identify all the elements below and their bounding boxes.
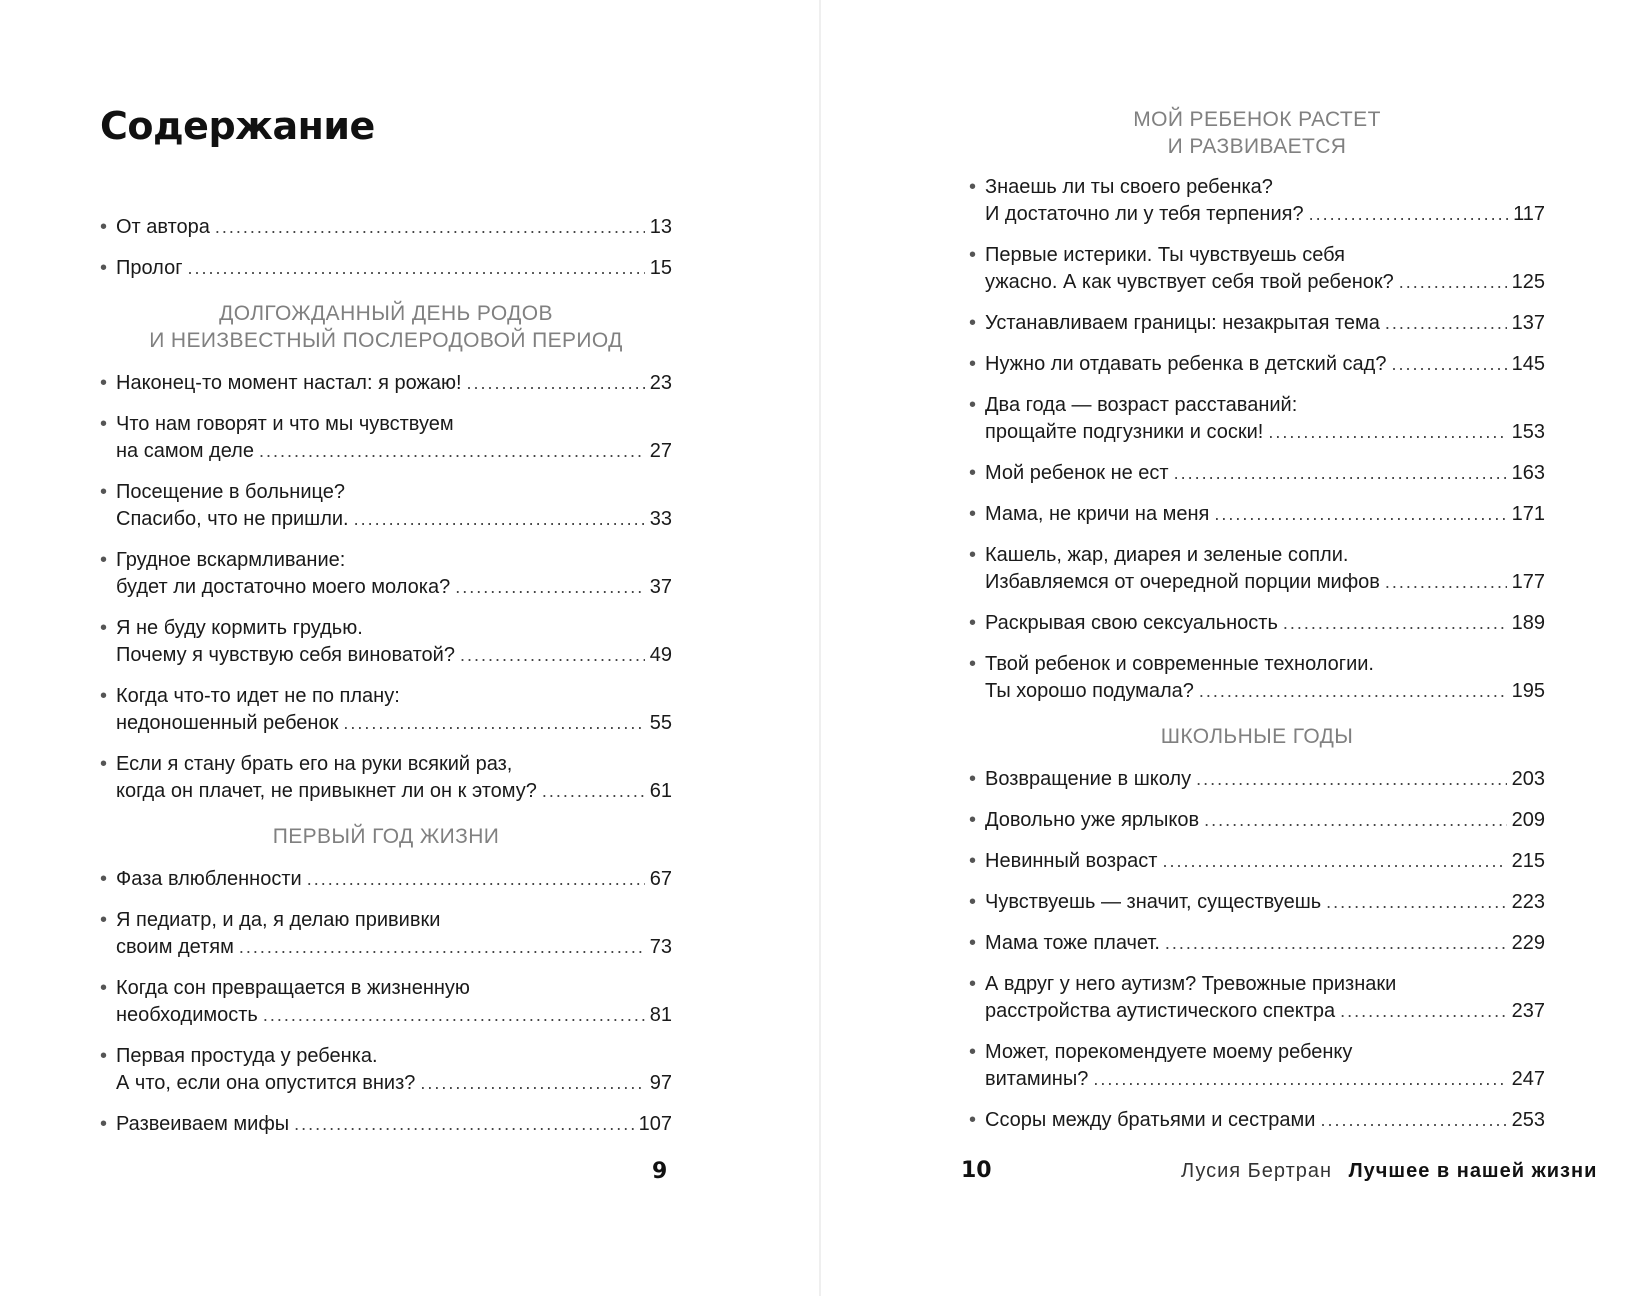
toc-entry-last-line bbox=[116, 214, 672, 241]
dot-leader bbox=[1268, 419, 1506, 446]
toc-entry-last-line bbox=[985, 610, 1545, 637]
toc-entry-text: ужасно. А как чувствует себя твой ребенок? bbox=[985, 271, 1394, 293]
toc-entry-text: • Мой ребенок не ест bbox=[985, 462, 1169, 484]
toc-entry-text: недоношенный ребенок bbox=[116, 712, 339, 734]
toc-entry-line: • Когда сон превращается в жизненную bbox=[116, 977, 470, 999]
toc-entry-text: • Возвращение в школу bbox=[985, 768, 1192, 790]
toc-entry bbox=[969, 501, 1545, 528]
toc-page-number: 215 bbox=[1511, 850, 1545, 872]
dot-leader bbox=[1283, 610, 1507, 637]
toc-entry-text: Ты хорошо подумала? bbox=[985, 680, 1194, 702]
section-entries bbox=[969, 174, 1545, 705]
toc-entry-last-line bbox=[985, 807, 1545, 834]
toc-entry-last-line bbox=[116, 370, 672, 397]
toc-entry bbox=[969, 610, 1545, 637]
toc-entry-text: витамины? bbox=[985, 1068, 1089, 1090]
toc-entry bbox=[100, 975, 672, 1029]
toc-entry-text: прощайте подгузники и соски! bbox=[985, 421, 1264, 443]
toc-entry-line: • Посещение в больнице? bbox=[116, 481, 345, 503]
dot-leader bbox=[1196, 766, 1507, 793]
toc-page-number: 203 bbox=[1511, 768, 1545, 790]
toc-entry-last-line bbox=[985, 1107, 1545, 1134]
toc-entry-text: • Пролог bbox=[116, 257, 183, 279]
section-entries bbox=[100, 370, 672, 805]
toc-entry-line: • Когда что-то идет не по плану: bbox=[116, 685, 400, 707]
toc-entry-text: Спасибо, что не пришли. bbox=[116, 508, 349, 530]
toc-entry-line: • Грудное вскармливание: bbox=[116, 549, 346, 571]
toc-entry-last-line bbox=[985, 930, 1545, 957]
toc-page-number: 97 bbox=[649, 1072, 672, 1094]
toc-entry bbox=[969, 392, 1545, 446]
dot-leader bbox=[1385, 310, 1507, 337]
toc-entry bbox=[969, 807, 1545, 834]
toc-page-number: 37 bbox=[649, 576, 672, 598]
toc-entry bbox=[100, 751, 672, 805]
toc-entry bbox=[969, 1039, 1545, 1093]
dot-leader bbox=[188, 255, 645, 282]
toc-entry-text: • Устанавливаем границы: незакрытая тема bbox=[985, 312, 1380, 334]
section-heading-line: ШКОЛЬНЫЕ ГОДЫ bbox=[1160, 725, 1354, 748]
toc-page-number: 137 bbox=[1511, 312, 1545, 334]
toc-entry-last-line bbox=[116, 255, 672, 282]
toc-entry bbox=[969, 889, 1545, 916]
section-heading bbox=[969, 723, 1545, 750]
toc-entry-text: • Фаза влюбленности bbox=[116, 868, 302, 890]
toc-entry-last-line bbox=[985, 419, 1545, 446]
toc-entry bbox=[969, 242, 1545, 296]
toc-page-number: 229 bbox=[1511, 932, 1545, 954]
toc-entry-last-line bbox=[985, 460, 1545, 487]
toc-entry-text: когда он плачет, не привыкнет ли он к этому? bbox=[116, 780, 537, 802]
running-author: Лусия Бертран bbox=[1181, 1160, 1333, 1182]
dot-leader bbox=[294, 1111, 633, 1138]
toc-entry-line: • Если я стану брать его на руки всякий раз, bbox=[116, 753, 513, 775]
dot-leader bbox=[343, 710, 644, 737]
toc-entry bbox=[100, 1043, 672, 1097]
toc-entry-last-line bbox=[985, 1066, 1545, 1093]
intro-entries bbox=[100, 214, 672, 282]
toc-page-number: 81 bbox=[649, 1004, 672, 1026]
running-book-title: Лучшее в нашей жизни bbox=[1348, 1160, 1598, 1182]
dot-leader bbox=[307, 866, 645, 893]
toc-entry-text: • Раскрывая свою сексуальность bbox=[985, 612, 1278, 634]
toc-page-number: 49 bbox=[649, 644, 672, 666]
toc-entry-text: Почему я чувствую себя виноватой? bbox=[116, 644, 455, 666]
toc-entry-line: • Два года — возраст расставаний: bbox=[985, 394, 1298, 416]
page-title: Содержание bbox=[100, 104, 375, 148]
toc-entry bbox=[100, 683, 672, 737]
dot-leader bbox=[1309, 201, 1509, 228]
toc-entry-line: • Первые истерики. Ты чувствуешь себя bbox=[985, 244, 1345, 266]
section-heading bbox=[969, 106, 1545, 160]
toc-entry-last-line bbox=[116, 934, 672, 961]
toc-entry-last-line bbox=[985, 351, 1545, 378]
toc-entry bbox=[100, 479, 672, 533]
dot-leader bbox=[263, 1002, 645, 1029]
toc-entry-text: А что, если она опустится вниз? bbox=[116, 1072, 416, 1094]
toc-entry-last-line bbox=[985, 269, 1545, 296]
dot-leader bbox=[420, 1070, 644, 1097]
toc-entry-last-line bbox=[985, 889, 1545, 916]
toc-entry-last-line bbox=[116, 506, 672, 533]
toc-entry-last-line bbox=[116, 1002, 672, 1029]
right-sections bbox=[969, 106, 1545, 1134]
section-entries bbox=[100, 866, 672, 1138]
toc-entry-text: • Мама тоже плачет. bbox=[985, 932, 1160, 954]
toc-entry-text: И достаточно ли у тебя терпения? bbox=[985, 203, 1304, 225]
section-heading-line: И НЕИЗВЕСТНЫЙ ПОСЛЕРОДОВОЙ ПЕРИОД bbox=[149, 329, 623, 352]
toc-page-number: 23 bbox=[649, 372, 672, 394]
toc-entry-line: • Твой ребенок и современные технологии. bbox=[985, 653, 1374, 675]
toc-entry-last-line bbox=[985, 501, 1545, 528]
toc-entry-line: • Что нам говорят и что мы чувствуем bbox=[116, 413, 454, 435]
toc-entry-text: на самом деле bbox=[116, 440, 254, 462]
toc-entry bbox=[100, 615, 672, 669]
toc-page-number: 209 bbox=[1511, 809, 1545, 831]
toc-entry bbox=[100, 907, 672, 961]
page-number-right: 10 bbox=[961, 1158, 992, 1183]
toc-page-number: 171 bbox=[1511, 503, 1545, 525]
toc-page-number: 247 bbox=[1511, 1068, 1545, 1090]
toc-right-column bbox=[969, 106, 1545, 1148]
toc-page-number: 125 bbox=[1511, 271, 1545, 293]
toc-entry-text: • От автора bbox=[116, 216, 210, 238]
section-heading-line: МОЙ РЕБЕНОК РАСТЕТ bbox=[1133, 108, 1381, 131]
toc-entry bbox=[969, 651, 1545, 705]
toc-entry bbox=[969, 848, 1545, 875]
toc-entry-last-line bbox=[116, 1111, 672, 1138]
toc-entry-line: • Первая простуда у ребенка. bbox=[116, 1045, 378, 1067]
toc-entry bbox=[969, 1107, 1545, 1134]
toc-entry-line: • А вдруг у него аутизм? Тревожные признаки bbox=[985, 973, 1397, 995]
section-heading bbox=[100, 823, 672, 850]
toc-entry-last-line bbox=[116, 866, 672, 893]
toc-page-number: 107 bbox=[638, 1113, 672, 1135]
left-page bbox=[0, 0, 820, 1296]
toc-entry bbox=[969, 542, 1545, 596]
dot-leader bbox=[1162, 848, 1506, 875]
toc-entry-text: • Невинный возраст bbox=[985, 850, 1158, 872]
toc-entry-line: • Знаешь ли ты своего ребенка? bbox=[985, 176, 1273, 198]
toc-left-column bbox=[100, 214, 672, 1152]
dot-leader bbox=[1326, 889, 1506, 916]
toc-entry bbox=[100, 1111, 672, 1138]
toc-entry bbox=[969, 310, 1545, 337]
toc-entry-last-line bbox=[116, 438, 672, 465]
toc-entry-last-line bbox=[116, 710, 672, 737]
toc-page-number: 153 bbox=[1511, 421, 1545, 443]
toc-page-number: 195 bbox=[1511, 680, 1545, 702]
toc-entry-text: • Развеиваем мифы bbox=[116, 1113, 290, 1135]
toc-entry-last-line bbox=[985, 848, 1545, 875]
dot-leader bbox=[1174, 460, 1507, 487]
toc-entry-text: Избавляемся от очередной порции мифов bbox=[985, 571, 1380, 593]
toc-entry-text: • Нужно ли отдавать ребенка в детский сад? bbox=[985, 353, 1387, 375]
toc-entry-text: своим детям bbox=[116, 936, 234, 958]
section-heading-line: ДОЛГОЖДАННЫЙ ДЕНЬ РОДОВ bbox=[219, 302, 553, 325]
toc-page-number: 237 bbox=[1511, 1000, 1545, 1022]
dot-leader bbox=[1199, 678, 1507, 705]
toc-entry-last-line bbox=[116, 642, 672, 669]
section-heading-line: ПЕРВЫЙ ГОД ЖИЗНИ bbox=[272, 825, 500, 848]
toc-entry-last-line bbox=[985, 678, 1545, 705]
running-head bbox=[1181, 1160, 1598, 1183]
toc-entry bbox=[969, 174, 1545, 228]
toc-entry-text: • Чувствуешь — значит, существуешь bbox=[985, 891, 1322, 913]
toc-entry-text: необходимость bbox=[116, 1004, 258, 1026]
dot-leader bbox=[455, 574, 645, 601]
dot-leader bbox=[354, 506, 645, 533]
right-page bbox=[821, 0, 1642, 1296]
dot-leader bbox=[542, 778, 645, 805]
toc-entry-last-line bbox=[116, 1070, 672, 1097]
toc-entry-last-line bbox=[985, 569, 1545, 596]
toc-entry-line: • Я педиатр, и да, я делаю прививки bbox=[116, 909, 441, 931]
dot-leader bbox=[259, 438, 645, 465]
dot-leader bbox=[1340, 998, 1506, 1025]
toc-entry-last-line bbox=[985, 998, 1545, 1025]
toc-entry-text: расстройства аутистического спектра bbox=[985, 1000, 1336, 1022]
section-heading-line: И РАЗВИВАЕТСЯ bbox=[1167, 135, 1347, 158]
toc-entry bbox=[100, 866, 672, 893]
toc-entry bbox=[969, 971, 1545, 1025]
toc-entry-last-line bbox=[116, 574, 672, 601]
section-heading bbox=[100, 300, 672, 354]
toc-page-number: 67 bbox=[649, 868, 672, 890]
dot-leader bbox=[460, 642, 645, 669]
dot-leader bbox=[1204, 807, 1507, 834]
dot-leader bbox=[1385, 569, 1507, 596]
toc-entry-line: • Кашель, жар, диарея и зеленые сопли. bbox=[985, 544, 1349, 566]
toc-entry-text: будет ли достаточно моего молока? bbox=[116, 576, 451, 598]
toc-page-number: 117 bbox=[1513, 203, 1545, 225]
toc-entry bbox=[100, 547, 672, 601]
toc-page-number: 73 bbox=[649, 936, 672, 958]
dot-leader bbox=[1399, 269, 1507, 296]
toc-entry-text: • Ссоры между братьями и сестрами bbox=[985, 1109, 1316, 1131]
toc-entry-last-line bbox=[985, 201, 1545, 228]
toc-entry bbox=[100, 255, 672, 282]
dot-leader bbox=[1093, 1066, 1506, 1093]
toc-entry bbox=[100, 370, 672, 397]
toc-page-number: 163 bbox=[1511, 462, 1545, 484]
toc-page-number: 145 bbox=[1511, 353, 1545, 375]
toc-entry bbox=[969, 460, 1545, 487]
dot-leader bbox=[239, 934, 645, 961]
toc-entry-text: • Мама, не кричи на меня bbox=[985, 503, 1210, 525]
toc-entry bbox=[100, 411, 672, 465]
toc-page-number: 27 bbox=[649, 440, 672, 462]
toc-entry-text: • Довольно уже ярлыков bbox=[985, 809, 1200, 831]
dot-leader bbox=[1165, 930, 1507, 957]
dot-leader bbox=[1391, 351, 1506, 378]
toc-entry-line: • Я не буду кормить грудью. bbox=[116, 617, 363, 639]
dot-leader bbox=[1320, 1107, 1506, 1134]
toc-page-number: 223 bbox=[1511, 891, 1545, 913]
toc-page-number: 15 bbox=[649, 257, 672, 279]
left-sections bbox=[100, 300, 672, 1138]
toc-page-number: 177 bbox=[1511, 571, 1545, 593]
dot-leader bbox=[467, 370, 645, 397]
dot-leader bbox=[1214, 501, 1506, 528]
page-number-left: 9 bbox=[652, 1159, 668, 1184]
toc-entry bbox=[969, 930, 1545, 957]
toc-entry bbox=[100, 214, 672, 241]
toc-entry-last-line bbox=[116, 778, 672, 805]
toc-entry bbox=[969, 766, 1545, 793]
toc-entry-last-line bbox=[985, 310, 1545, 337]
toc-page-number: 33 bbox=[649, 508, 672, 530]
toc-page-number: 13 bbox=[649, 216, 672, 238]
toc-entry-text: • Наконец-то момент настал: я рожаю! bbox=[116, 372, 462, 394]
toc-entry bbox=[969, 351, 1545, 378]
toc-page-number: 55 bbox=[649, 712, 672, 734]
toc-entry-last-line bbox=[985, 766, 1545, 793]
toc-page-number: 61 bbox=[649, 780, 672, 802]
section-entries bbox=[969, 766, 1545, 1134]
dot-leader bbox=[215, 214, 645, 241]
toc-page-number: 189 bbox=[1511, 612, 1545, 634]
toc-entry-line: • Может, порекомендуете моему ребенку bbox=[985, 1041, 1353, 1063]
toc-page-number: 253 bbox=[1511, 1109, 1545, 1131]
